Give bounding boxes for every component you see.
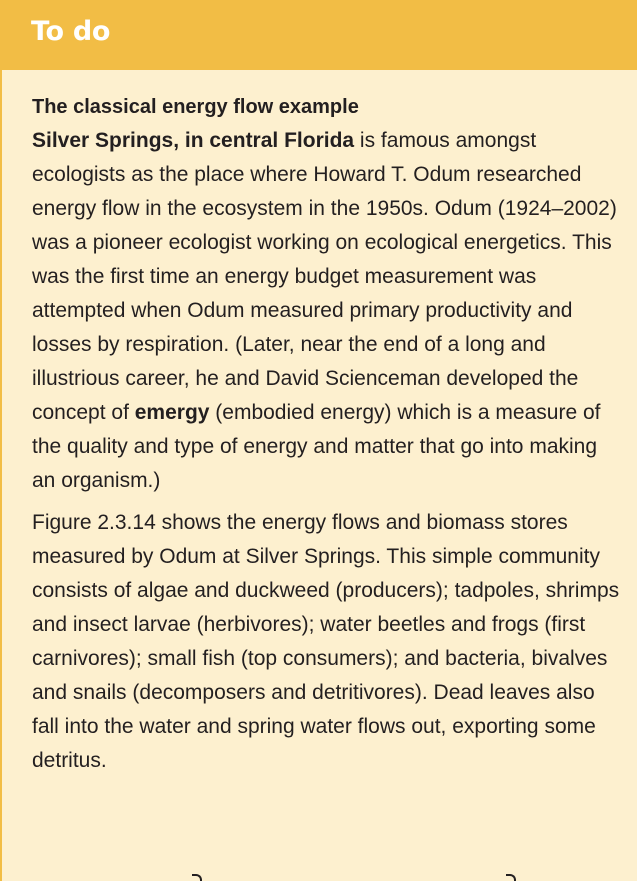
paragraph-text-part-a: is famous amongst ecologists as the place where Howard T. Odum researched energy flow in the ecosystem in the 1950s. Odum (1924–2002) was a pioneer ecologist working on ecological energetics. This was the first time an energy budget measurement was attempted when Odum measured primary productivity and losses by respiration. (Later, near the end of a long and illustrious career, he and David Scienceman developed the concept of [32,129,617,424]
paragraph-figure-description: Figure 2.3.14 shows the energy flows and biomass stores measured by Odum at Silver Springs. This simple community consists of algae and duckweed (producers); tadpoles, shrimps and insect larvae (herbivores); water beetles and frogs (first carnivores); small fish (top consumers); and bacteria, bivalves and snails (decomposers and detritivores). Dead leaves also fall into the water and spring water flows out, exporting some detritus. [32,511,620,772]
bold-lead-phrase: Silver Springs, in central Florida [32,129,355,152]
bold-term-emergy: emergy [134,401,210,424]
box-header [2,0,637,70]
paragraph-silver-springs [32,124,623,498]
box-title: To do [31,16,111,47]
figure-arrow-fragment-right [506,874,516,881]
figure-arrow-fragment-left [192,874,202,881]
section-subtitle: The classical energy flow example [32,96,359,118]
box-content [2,70,637,778]
cropped-figure-edge [2,872,637,881]
paragraph-text-part-b: (embodied energy) which is a measure of the quality and type of energy and matter that go into making an organism.) [32,401,601,492]
